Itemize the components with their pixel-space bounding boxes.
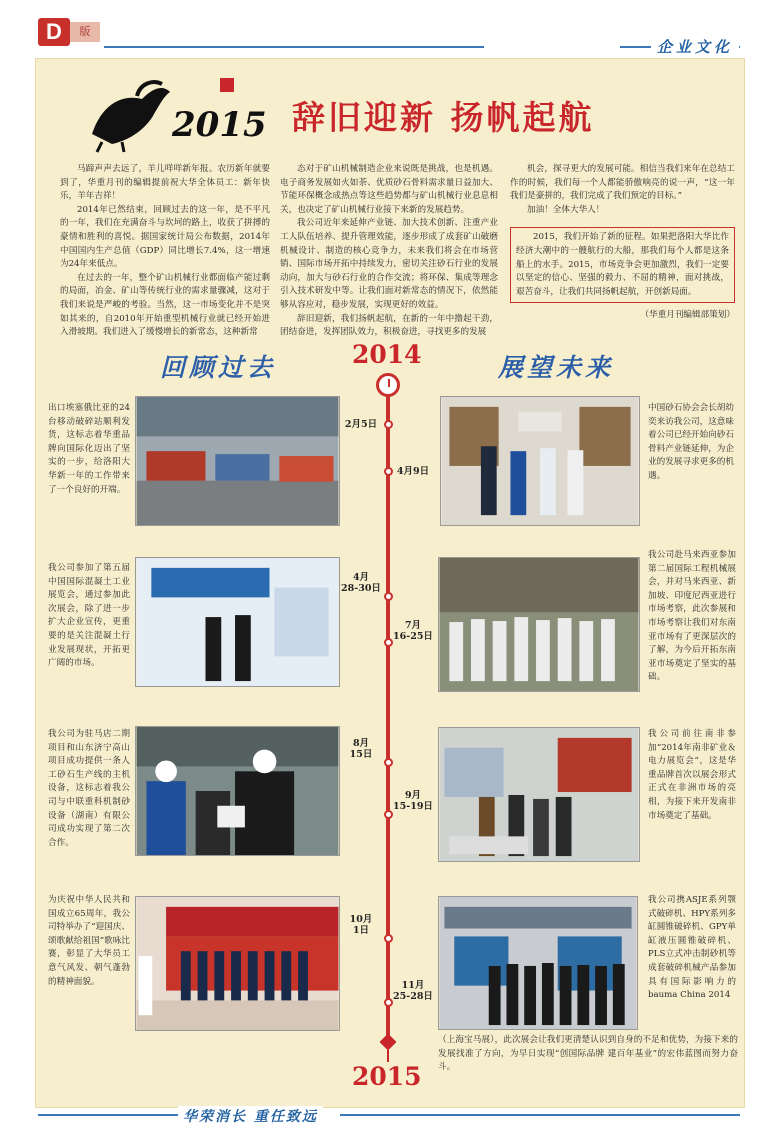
chinese-knot-icon [378,1034,398,1062]
section-title: 企业文化 [651,36,739,57]
timeline-dot [384,592,393,601]
article-signature: （华重月刊编辑部策划） [640,310,735,321]
event-text: 我公司赴马来西亚参加第二届国际工程机械展会，并对马来西亚、新加坡、印度尼西亚进行市场考察，此次参展和市场考察让我们对东南亚市场有了更深层次的了解，为今后开拓东南亚市场奠定了坚实的基础。 [648,550,736,683]
event-text: 我公司参加了第五届中国国际混凝土工业展览会，通过参加此次展会，除了进一步扩大企业宣传，更重要的是关注混凝土行业发展现状，开拓更广阔的市场。 [48,563,130,669]
event-photo-project-cooperation [135,726,340,856]
timeline-date: 4月 28-30日 [341,572,381,594]
footer-rule-left [38,1114,178,1116]
article-paragraph: 加油！全体大华人！ [527,204,605,215]
article-column-2 [280,163,498,340]
page-badge-sub: 版 [70,22,100,42]
article-paragraph: 态对于矿山机械制造企业来说既是挑战，也是机遇。电子商务发展如火如荼、优质砂石骨料需求量日益加大、节能环保概念成热点等这些趋势都与矿山机械行业息息相关，也决定了矿山机械行业接下来新的发展趋势。 [280,164,498,215]
timeline-date: 9月 15-19日 [393,790,433,812]
event-photo-national-day-contest [135,896,340,1031]
timeline-dot [384,998,393,1007]
timeline-date: 10月 1日 [349,914,373,936]
timeline-date: 8月 15日 [349,738,373,760]
timeline-dot [384,420,393,429]
article-paragraph: 机会，探寻更大的发展可能。相信当我们来年在总结工作的时候，我们每一个人都能骄傲响亮的说一声，“这一年我们是豪拼的，我们完成了我们预定的目标。” [510,164,735,202]
highlight-box [510,227,735,303]
event-photo-bauma-china [438,896,638,1030]
event-text: 为庆祝中华人民共和国成立65周年，我公司特举办了“迎国庆、颂歌献给祖国”歌咏比赛，彰显了大华员工意气风发、朝气蓬勃的精神面貌。 [48,895,130,987]
year-start: 2014 [352,340,422,369]
timeline-date: 2月5日 [344,419,378,430]
event-text: 中国砂石协会会长胡幼奕来访我公司，这意味着公司已经开始向砂石骨料产业链延伸，为企业的发展寻求更多的机遇。 [648,403,734,481]
timeline-dot [384,810,393,819]
page-header [0,0,777,58]
article-column-3 [510,163,735,323]
timeline-date: 11月 25-28日 [393,980,433,1002]
event-photo-south-africa-expo [438,727,640,862]
page-badge: D [38,18,70,46]
article-paragraph: 辞旧迎新，我们扬帆起航，在新的一年中撸起干劲，团结奋进，发挥团队效力，积极奋进，寻找更多的发展 [280,313,498,338]
footer-rule-right [340,1114,740,1116]
event-text: （上海宝马展），此次展会让我们更清楚认识到自身的不足和优势，为接下来的发展找准了方向，为早日实现“创国际品牌 建百年基业”的宏伟蓝图而努力奋斗。 [438,1035,738,1073]
event-photo-concrete-expo [135,557,340,687]
event-text: 出口埃塞俄比亚的24台移动破碎站顺利发货，这标志着华重品牌向国际化迈出了坚实的一步，给洛阳大华新一年的工作带来了一个良好的开端。 [48,403,130,495]
timeline-date: 7月 16-25日 [393,620,433,642]
event-text: 我公司携ASJE系列颚式破碎机、HPY系列多缸圆锥破碎机、GPY单缸液压圆锥破碎机、PLS立式冲击制砂机等成套破碎机械产品参加具有国际影响力的bauma China 2014 [648,895,736,1001]
event-photo-association-visit [440,396,640,526]
clock-icon [376,373,400,397]
timeline-line [386,395,390,1045]
article-paragraph: 在过去的一年，整个矿山机械行业都面临产能过剩的局面，冶金、矿山等传统行业的需求量骤减，这对于我们来说是严峻的考验。当然，这一市场变化并不是突如其来的，自2010年开始重型机械行业就已经开始进入滑坡期。我们进入了缓慢增长的新常态，这种新常 [60,272,270,338]
footer-slogan: 华荣消长 重任致远 [178,1106,323,1126]
header-rule-left [104,46,484,48]
outlook-title: 展望未来 [498,353,615,382]
event-text: 我公司前往南非参加“2014年南非矿业＆电力展览会”，这是华重品牌首次以展会形式正式在非洲市场的亮相，为接下来开发南非市场奠定了基础。 [648,729,736,821]
article-column-1 [60,163,270,340]
year-end: 2015 [352,1062,422,1091]
timeline-dot [384,934,393,943]
timeline-date: 4月9日 [396,466,430,477]
article-paragraph: 马蹄声声去远了，羊儿咩咩新年报。农历新年就要到了，华重月刊的编辑提前祝大华全体员工：新年快乐，羊年吉祥！ [60,164,270,202]
article-paragraph: 我公司近年来延伸产业链、加大技术创新、注重产业工人队伍培养、提升管理效能，逐步形成了成套矿山破磨机械设计、制造的核心竞争力，未来我们将会在市场营销、国际市场开拓中持续发力，密切关注砂石行业的发展动向，加大与砂石行业的合作交流；将环保、集成等理念引入技术研发中等。让我们面对新常态的情况下，依然能够从容应对，稳步发展，实现更好的效益。 [280,218,498,310]
event-photo-malaysia-expo [438,557,640,692]
goat-2015-logo [82,74,267,154]
event-photo-ethiopia-shipment [135,396,340,526]
event-text: 我公司为驻马店二期项目和山东济宁高山项目成功提供一条人工砂石生产线的主机设备，这标志着我公司与中联重科机制砂设备（湖南）有限公司成功实现了第二次合作。 [48,729,130,848]
timeline-dot [384,758,393,767]
timeline-dot [384,467,393,476]
review-title: 回顾过去 [160,353,277,382]
timeline-dot [384,638,393,647]
logo-year-text: 2015 [172,105,267,145]
article-paragraph: 2014年已然结束，回顾过去的这一年，是不平凡的一年，我们在充满奋斗与坎坷的路上，收获了拼搏的豪情和胜利的喜悦。据国家统计局公布数据，2014年中国国内生产总值（GDP）同比增长7.4%，这一增速为24年来低点。 [60,204,270,270]
page-headline: 辞旧迎新 扬帆起航 [292,98,595,137]
highlight-text: 2015，我们开始了新的征程。如果把洛阳大华比作经济大潮中的一艘航行的大船，那我们每个人都是这条船上的水手。2015，市场竞争会更加激烈，我们一定要以坚定的信心、坚强的毅力、不屈的精神，面对挑战，艰苦奋斗，让我们共同扬帆起航，开创新局面。 [516,232,729,297]
